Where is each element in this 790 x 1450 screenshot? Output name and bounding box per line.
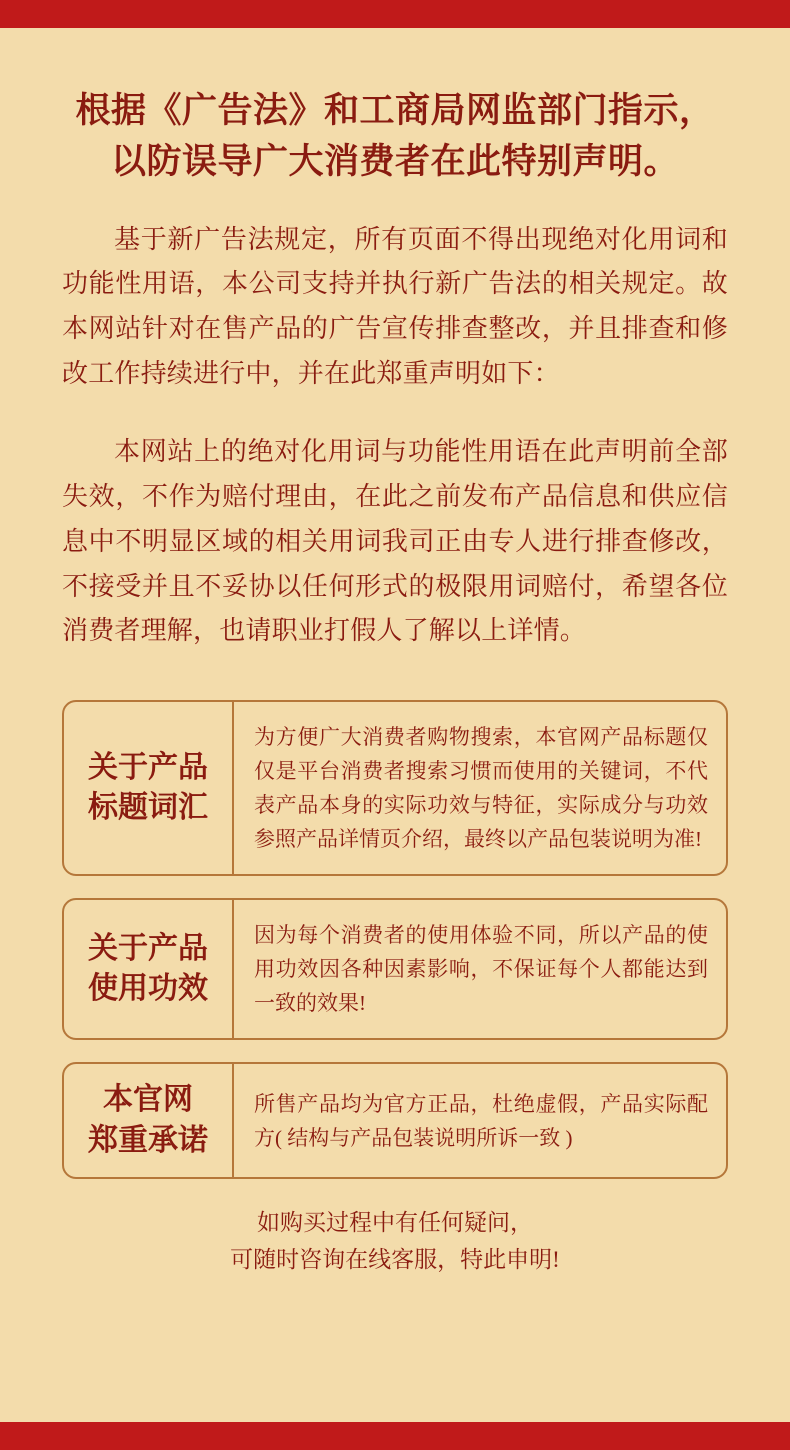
cards-list <box>62 700 728 1179</box>
card-body-text: 所售产品均为官方正品，杜绝虚假，产品实际配方( 结构与产品包装说明所诉一致 ) <box>254 1091 708 1150</box>
card-product-usage-effect <box>62 898 728 1040</box>
page-title <box>62 86 728 188</box>
paper-sheet <box>0 28 790 1422</box>
card-title-line2: 标题词汇 <box>88 791 208 824</box>
footer-note <box>62 1205 728 1279</box>
page-title-line1: 根据《广告法》和工商局网监部门指示， <box>75 91 715 130</box>
page-title-line2: 以防误导广大消费者在此特别声明。 <box>110 141 679 181</box>
card-title <box>64 900 234 1038</box>
bottom-red-bar <box>0 1422 790 1450</box>
card-product-title-terms <box>62 700 728 876</box>
card-title-line1: 关于产品 <box>88 750 208 784</box>
statement-paragraph-1-text: 基于新广告法规定，所有页面不得出现绝对化用词和功能性用语，本公司支持并执行新广告法的相关规定。故本网站针对在售产品的广告宣传排查整改，并且排查和修改工作持续进行中，并在此郑重声明如下： <box>62 224 728 388</box>
card-title <box>64 702 234 874</box>
card-official-promise <box>62 1062 728 1179</box>
footer-note-line2: 可随时咨询在线客服，特此申明! <box>230 1246 560 1272</box>
card-title-line1: 关于产品 <box>88 931 208 965</box>
card-body-text: 因为每个消费者的使用体验不同，所以产品的使用功效因各种因素影响，不保证每个人都能达到一致的效果! <box>254 923 708 1016</box>
footer-note-line1: 如购买过程中有任何疑问， <box>257 1210 533 1236</box>
top-red-bar <box>0 0 790 28</box>
card-title-line2: 使用功效 <box>88 972 208 1006</box>
card-title-line1: 本官网 <box>103 1083 193 1117</box>
statement-paragraph-2 <box>62 430 728 654</box>
statement-paragraph-1 <box>62 218 728 397</box>
card-title <box>64 1064 234 1177</box>
card-title-line2: 郑重承诺 <box>88 1123 208 1157</box>
statement-paragraph-2-text: 本网站上的绝对化用词与功能性用语在此声明前全部失效，不作为赔付理由，在此之前发布产品信息和供应信息中不明显区域的相关用词我司正由专人进行排查修改，不接受并且不妥协以任何形式的极限用词赔付，希望各位消费者理解，也请职业打假人了解以上详情。 <box>62 437 728 646</box>
card-body-text: 为方便广大消费者购物搜索，本官网产品标题仅仅是平台消费者搜索习惯而使用的关键词，不代表产品本身的实际功效与特征，实际成分与功效参照产品详情页介绍，最终以产品包装说明为准! <box>254 724 708 852</box>
